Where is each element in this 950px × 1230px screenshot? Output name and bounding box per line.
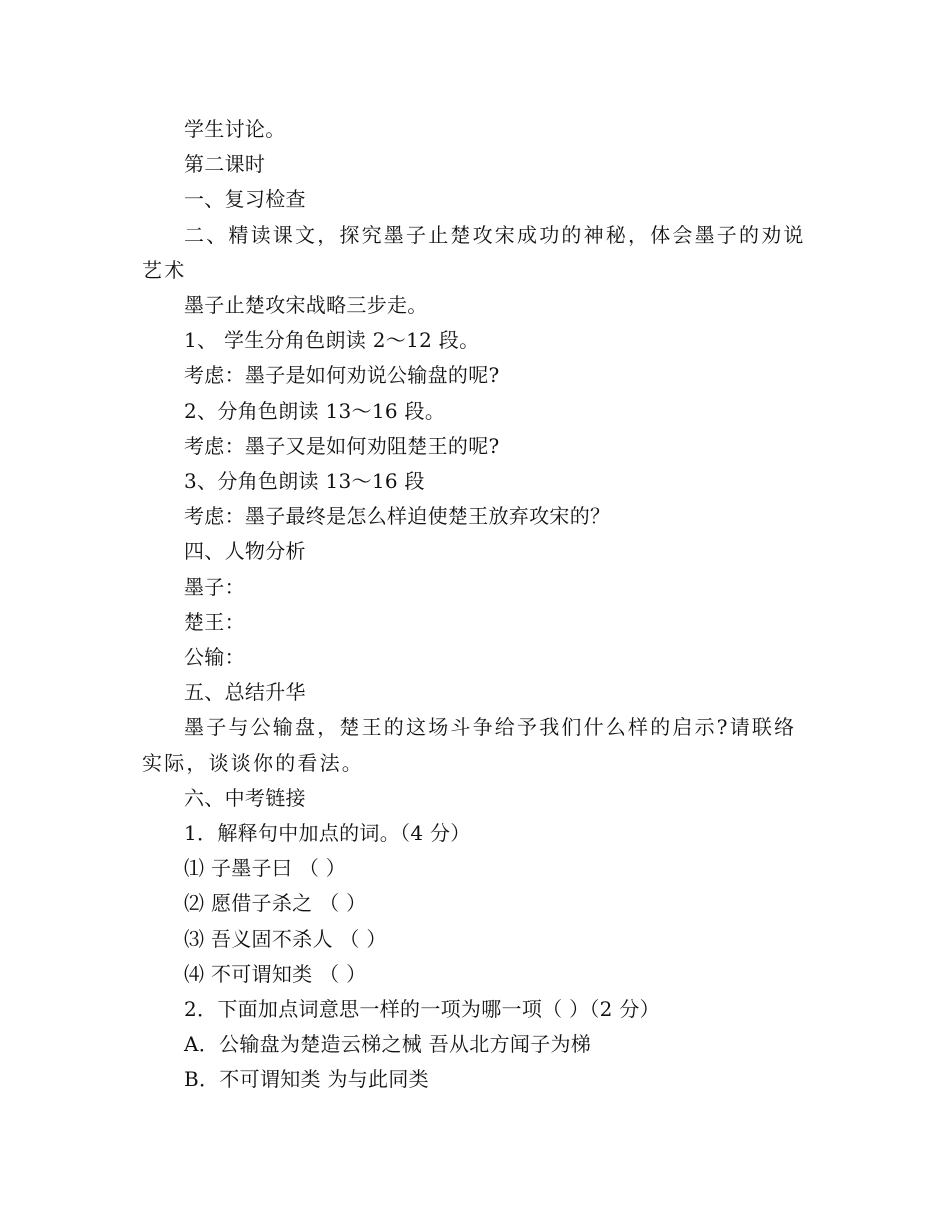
question-item: 2．下面加点词意思一样的一项为哪一项（ ）（2 分） xyxy=(184,997,660,1022)
question-subitem: ⑷ 不可谓知类 （ ） xyxy=(184,961,367,986)
section-heading: 四、人物分析 xyxy=(184,539,306,564)
question-subitem: ⑶ 吾义固不杀人 （ ） xyxy=(184,926,387,951)
text-line: 考虑：墨子又是如何劝阻楚王的呢? xyxy=(184,433,500,458)
text-line: 公输： xyxy=(184,645,245,670)
question-subitem: ⑴ 子墨子曰 （ ） xyxy=(184,856,347,881)
section-heading: 二、精读课文，探究墨子止楚攻宋成功的神秘，体会墨子的劝说艺术 xyxy=(142,222,806,282)
answer-option: B．不可谓知类 为与此同类 xyxy=(184,1067,429,1092)
text-paragraph: 墨子与公输盘，楚王的这场斗争给予我们什么样的启示?请联络实际，谈谈你的看法。 xyxy=(142,715,797,775)
text-line: 1、 学生分角色朗读 2～12 段。 xyxy=(184,328,480,353)
text-line: 楚王： xyxy=(184,609,245,634)
lesson-heading: 第二课时 xyxy=(184,152,266,177)
document-body xyxy=(142,112,817,1098)
text-line: 墨子止楚攻宋战略三步走。 xyxy=(184,293,428,318)
section-heading: 五、总结升华 xyxy=(184,680,306,705)
text-line: 3、分角色朗读 13～16 段 xyxy=(184,469,425,494)
answer-option: A．公输盘为楚造云梯之械 吾从北方闻子为梯 xyxy=(184,1032,592,1057)
question-subitem: ⑵ 愿借子杀之 （ ） xyxy=(184,891,367,916)
text-line: 考虑：墨子是如何劝说公输盘的呢? xyxy=(184,363,500,388)
section-heading: 六、中考链接 xyxy=(184,785,306,810)
text-line: 墨子： xyxy=(184,574,245,599)
text-line: 2、分角色朗读 13～16 段。 xyxy=(184,398,446,423)
text-line: 学生讨论。 xyxy=(184,117,286,141)
text-line: 考虑：墨子最终是怎么样迫使楚王放弃攻宋的？ xyxy=(184,504,611,529)
section-heading: 一、复习检查 xyxy=(184,187,306,212)
question-item: 1．解释句中加点的词。（4 分） xyxy=(184,821,471,846)
